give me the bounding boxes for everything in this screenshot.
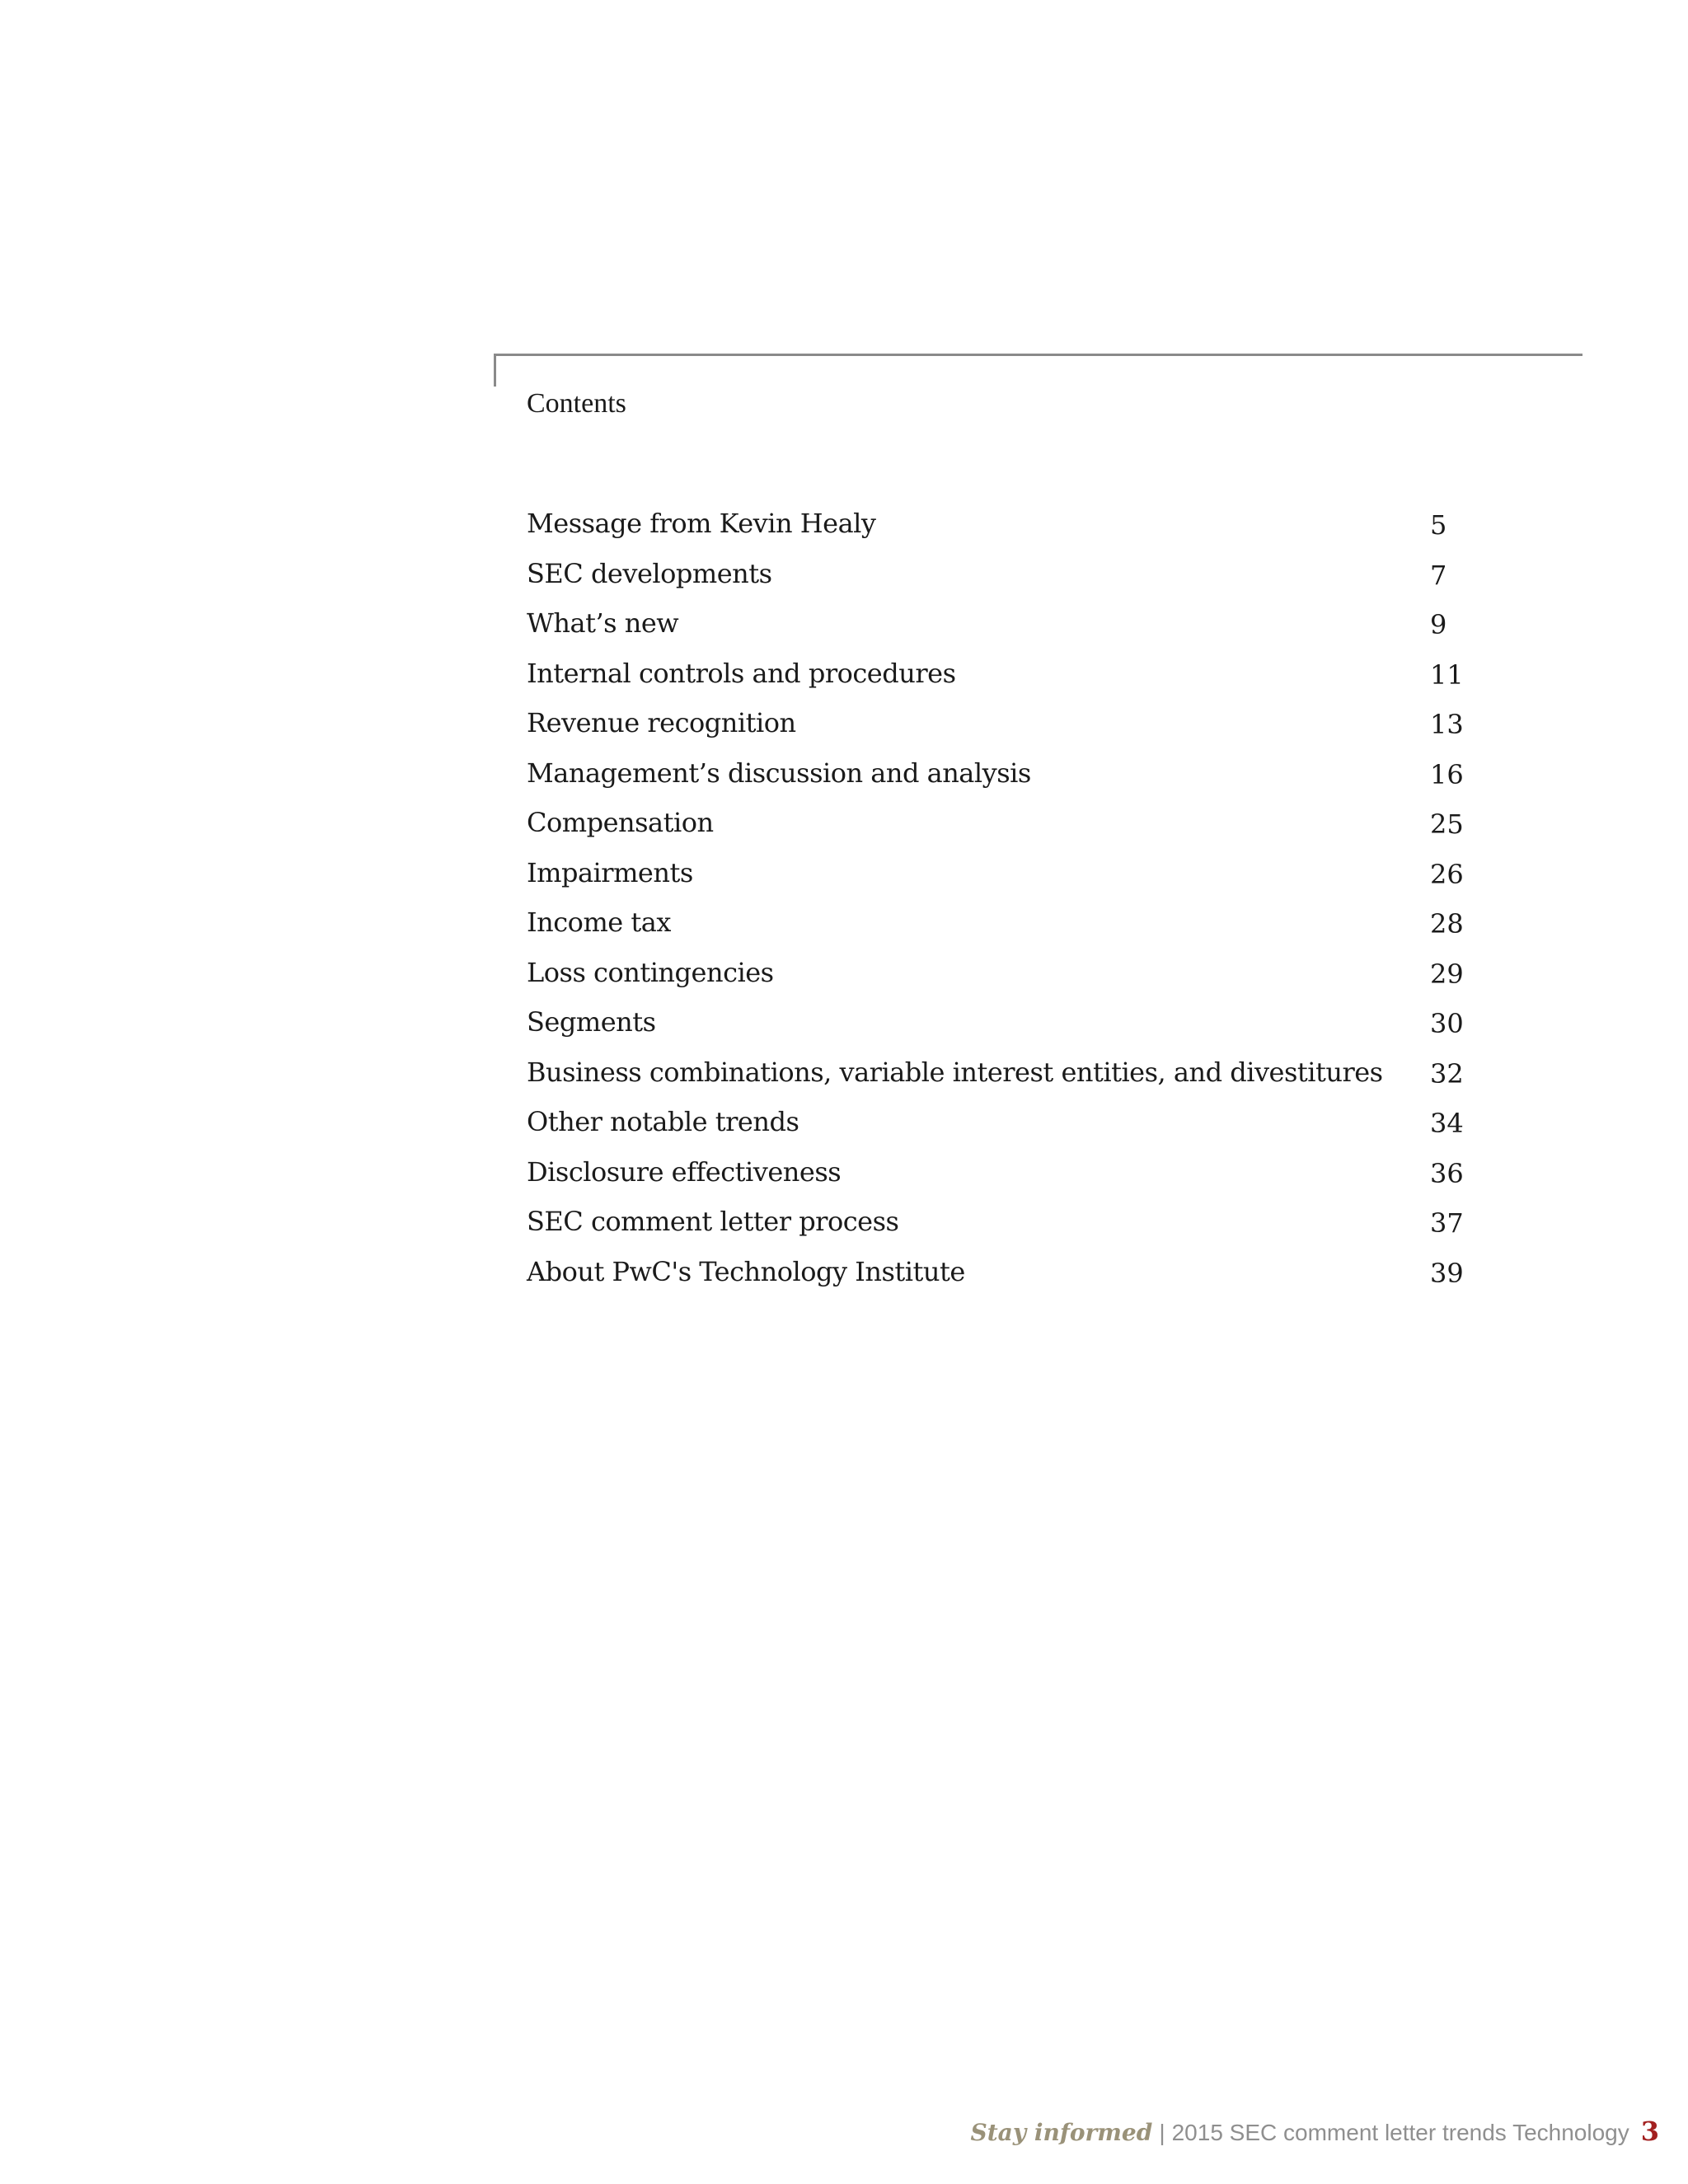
toc-entry[interactable] bbox=[527, 1254, 1475, 1304]
toc-entry-title: Compensation bbox=[527, 807, 714, 838]
toc-entry[interactable] bbox=[527, 954, 1475, 1005]
toc-entry-page: 39 bbox=[1430, 1257, 1464, 1289]
toc-entry-page: 34 bbox=[1430, 1108, 1464, 1139]
toc-entry[interactable] bbox=[527, 655, 1475, 705]
toc-entry[interactable] bbox=[527, 804, 1475, 855]
toc-entry[interactable] bbox=[527, 1054, 1475, 1104]
toc-entry[interactable] bbox=[527, 505, 1475, 555]
toc-entry-title: What’s new bbox=[527, 607, 679, 639]
footer-document-title: 2015 SEC comment letter trends Technology bbox=[1171, 2120, 1629, 2145]
toc-entry-title: Impairments bbox=[527, 856, 693, 888]
toc-entry[interactable] bbox=[527, 904, 1475, 954]
footer-tagline: Stay informed bbox=[970, 2119, 1153, 2146]
toc-entry[interactable] bbox=[527, 1154, 1475, 1204]
contents-frame-rule bbox=[494, 354, 1582, 387]
toc-entry-title: Business combinations, variable interest entities, and divestitures bbox=[527, 1056, 1383, 1088]
toc-entry[interactable] bbox=[527, 605, 1475, 655]
toc-entry-title: Internal controls and procedures bbox=[527, 657, 956, 689]
toc-entry-title: Revenue recognition bbox=[527, 707, 796, 738]
footer-separator: | bbox=[1159, 2120, 1165, 2145]
toc-entry[interactable] bbox=[527, 555, 1475, 606]
toc-entry-page: 25 bbox=[1430, 808, 1464, 840]
table-of-contents bbox=[527, 505, 1475, 1303]
toc-entry-title: Disclosure effectiveness bbox=[527, 1155, 842, 1188]
toc-entry[interactable] bbox=[527, 1203, 1475, 1254]
toc-entry-page: 16 bbox=[1430, 758, 1464, 790]
toc-entry-page: 36 bbox=[1430, 1157, 1464, 1189]
toc-entry[interactable] bbox=[527, 1004, 1475, 1054]
toc-entry-title: Other notable trends bbox=[527, 1106, 799, 1137]
toc-entry-page: 13 bbox=[1430, 709, 1464, 740]
toc-entry-title: SEC comment letter process bbox=[527, 1206, 899, 1237]
toc-entry-title: Segments bbox=[527, 1006, 656, 1038]
toc-entry-title: Management’s discussion and analysis bbox=[527, 757, 1031, 789]
toc-entry-page: 32 bbox=[1430, 1057, 1464, 1090]
toc-entry[interactable] bbox=[527, 1104, 1475, 1154]
toc-entry[interactable] bbox=[527, 855, 1475, 905]
toc-entry[interactable] bbox=[527, 705, 1475, 755]
toc-entry[interactable] bbox=[527, 755, 1475, 805]
toc-entry-page: 7 bbox=[1430, 559, 1447, 591]
toc-entry-page: 5 bbox=[1430, 509, 1447, 541]
page-title: Contents bbox=[527, 388, 626, 419]
toc-entry-title: About PwC's Technology Institute bbox=[527, 1255, 965, 1287]
page-number: 3 bbox=[1640, 2116, 1659, 2147]
toc-entry-page: 37 bbox=[1430, 1207, 1464, 1239]
toc-entry-page: 26 bbox=[1430, 858, 1464, 890]
page-footer bbox=[971, 2116, 1659, 2147]
toc-entry-page: 9 bbox=[1430, 609, 1447, 640]
toc-entry-title: Loss contingencies bbox=[527, 956, 774, 988]
toc-entry-title: Message from Kevin Healy bbox=[527, 508, 876, 539]
toc-entry-page: 30 bbox=[1430, 1008, 1464, 1039]
toc-entry-page: 11 bbox=[1430, 658, 1464, 691]
toc-entry-page: 29 bbox=[1430, 958, 1464, 990]
toc-entry-title: Income tax bbox=[527, 907, 671, 938]
toc-entry-title: SEC developments bbox=[527, 557, 772, 589]
toc-entry-page: 28 bbox=[1430, 908, 1464, 940]
